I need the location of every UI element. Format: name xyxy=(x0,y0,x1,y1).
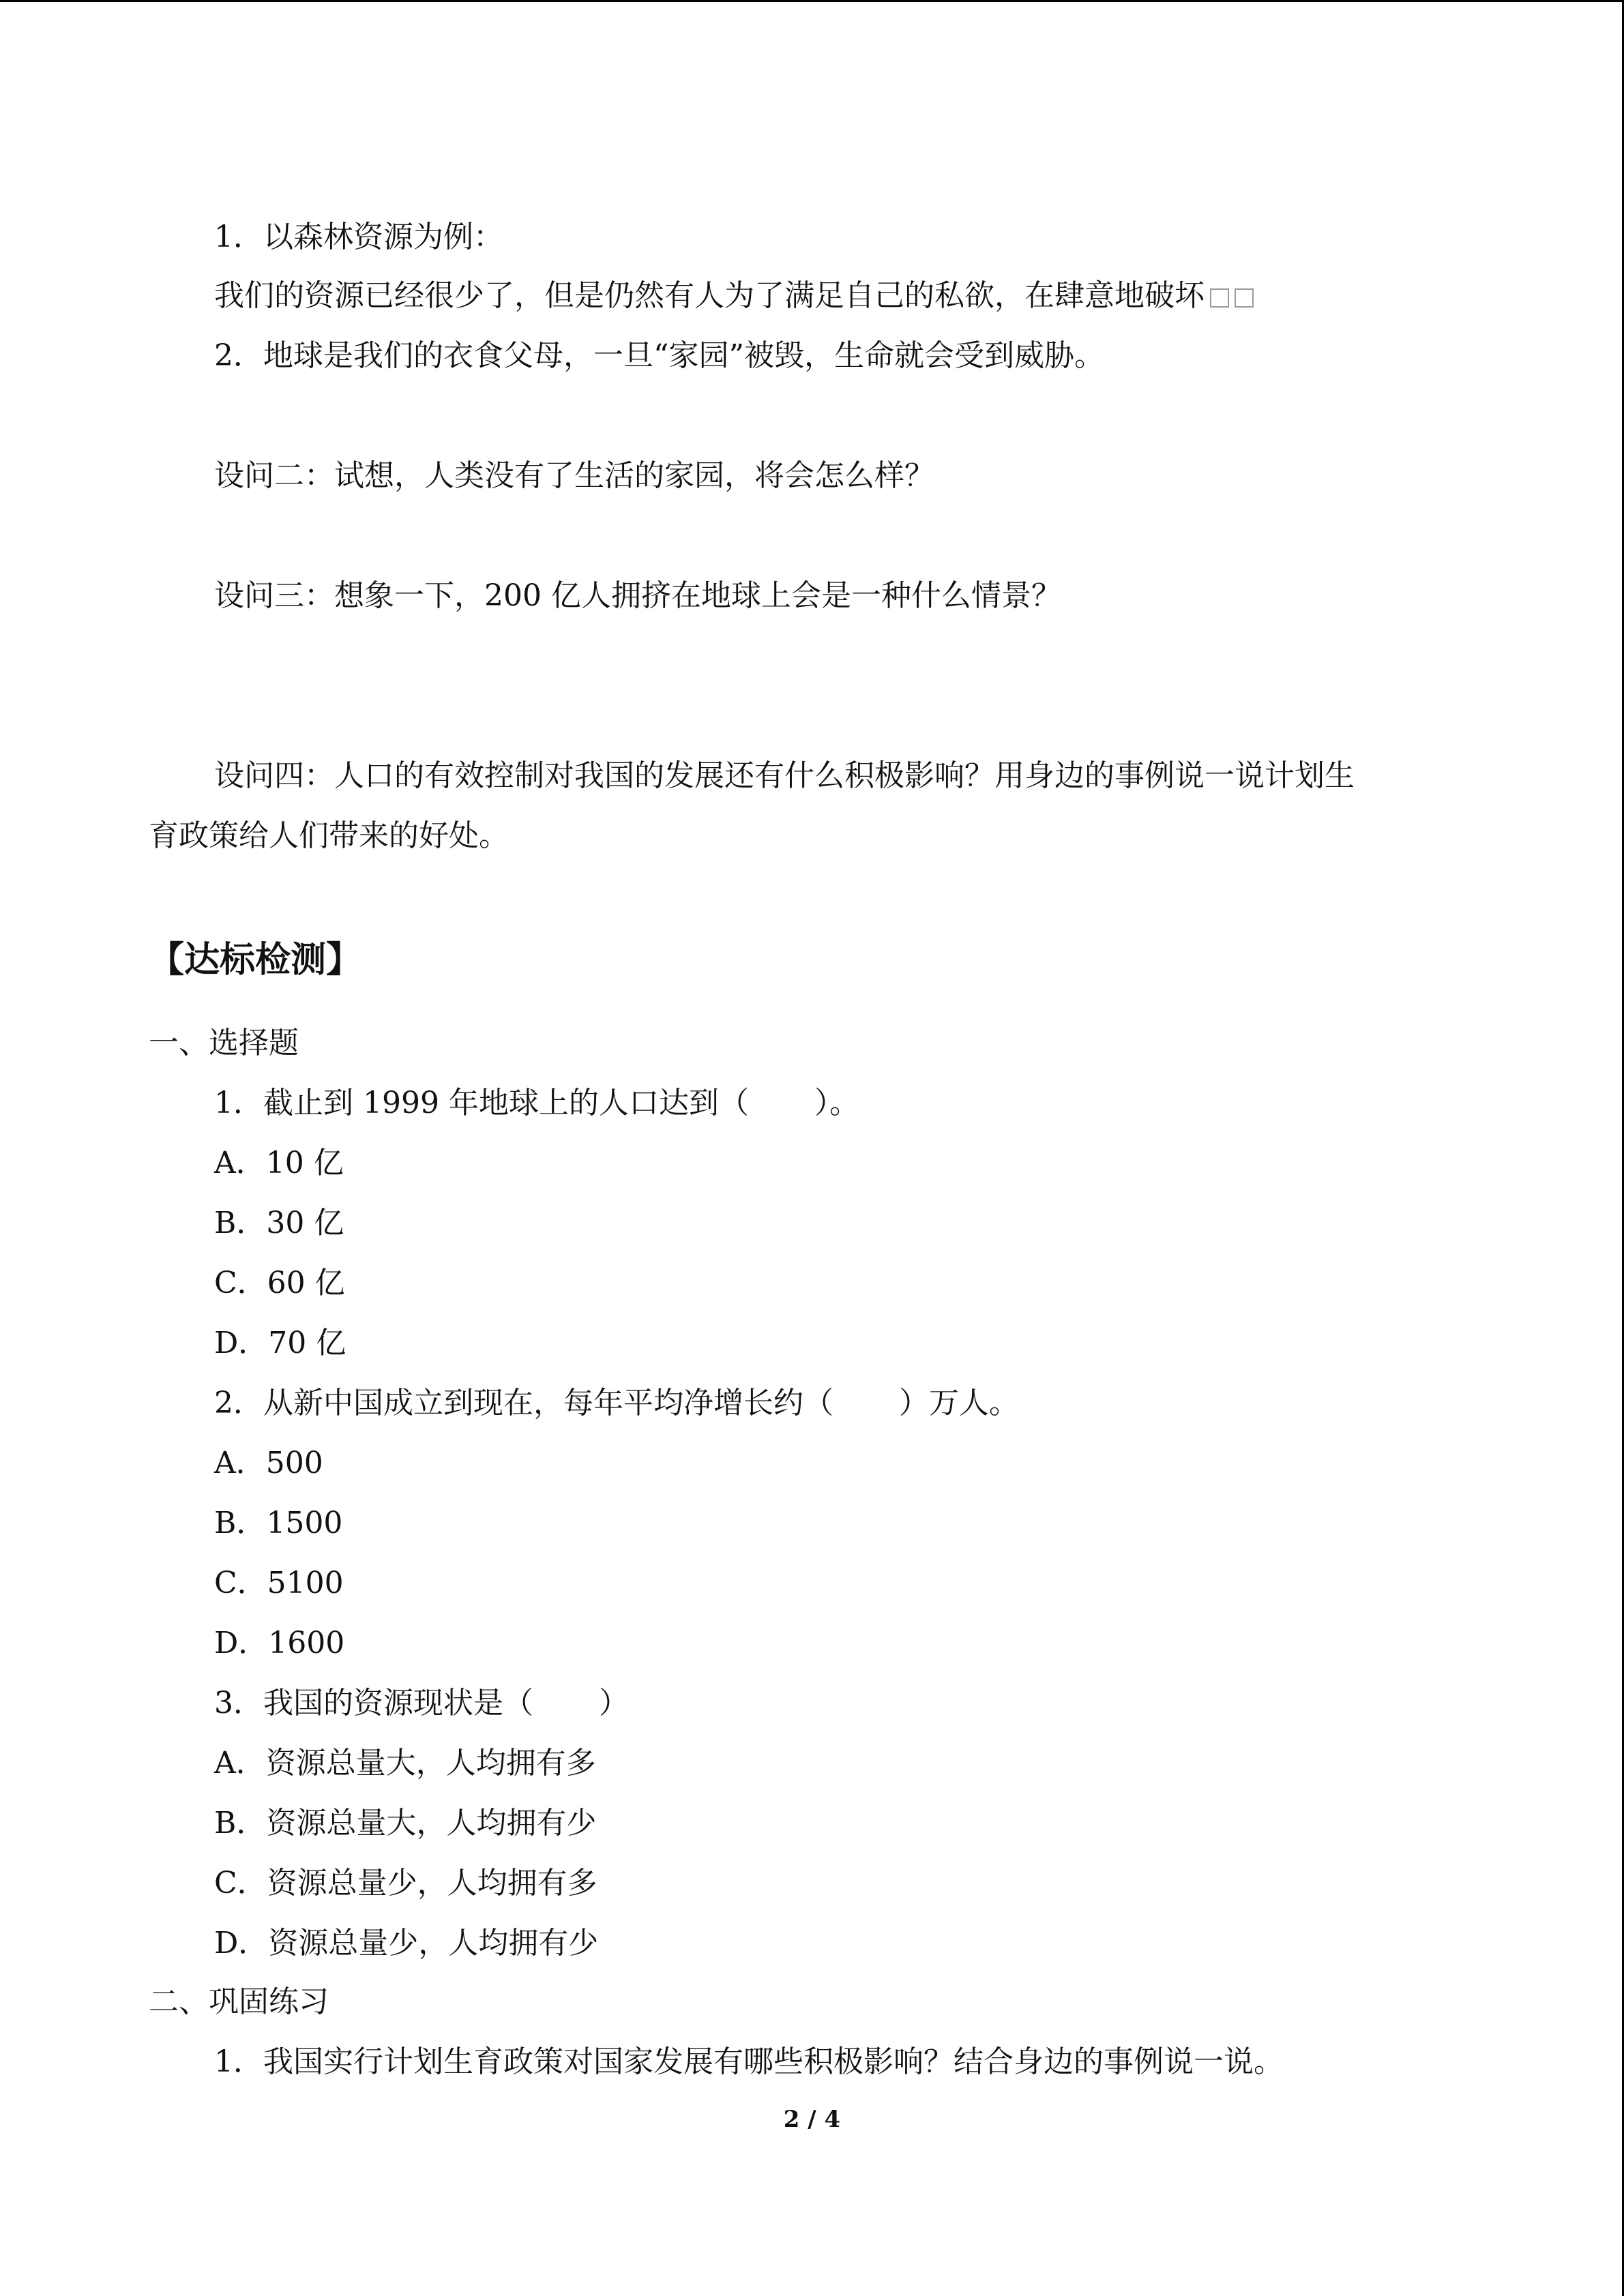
mc-q1-option-c: C．60 亿 xyxy=(214,1266,345,1300)
mc-question-3 xyxy=(214,1683,629,1724)
mc-q3-option-a: A．资源总量大，人均拥有多 xyxy=(214,1746,596,1780)
part1-title: 一、选择题 xyxy=(149,1026,299,1060)
mc-q3-option-c: C．资源总量少，人均拥有多 xyxy=(214,1866,597,1900)
mc-question-2-end: ）万人。 xyxy=(899,1386,1019,1420)
mc-question-1-end: ）。 xyxy=(814,1086,859,1120)
mc-q2-option-d: D．1600 xyxy=(214,1626,345,1660)
mc-q1-option-a: A．10 亿 xyxy=(214,1146,344,1180)
mc-q2-option-a: A．500 xyxy=(214,1446,323,1480)
page-border-top xyxy=(0,0,1624,2)
mc-q3-option-b: B．资源总量大，人均拥有少 xyxy=(214,1806,597,1840)
mc-question-2 xyxy=(214,1383,1019,1424)
intro-line-1: 1．以森林资源为例： xyxy=(214,220,503,254)
section-title: 【达标检测】 xyxy=(149,939,362,981)
mc-q3-option-d: D．资源总量少，人均拥有少 xyxy=(214,1926,599,1960)
missing-glyph-box xyxy=(1235,288,1254,308)
mc-q2-option-c: C．5100 xyxy=(214,1566,344,1600)
page-number: 2 / 4 xyxy=(783,2106,841,2133)
intro-line-2 xyxy=(214,275,1254,316)
practice-question-1: 1．我国实行计划生育政策对国家发展有哪些积极影响？结合身边的事例说一说。 xyxy=(214,2044,1284,2079)
intro-line-2-text: 我们的资源已经很少了，但是仍然有人为了满足自己的私欲，在肆意地破坏 xyxy=(214,278,1205,313)
mc-q1-option-b: B．30 亿 xyxy=(214,1206,344,1240)
question-4-line-2: 育政策给人们带来的好处。 xyxy=(149,818,509,853)
missing-glyph-box xyxy=(1210,288,1229,308)
mc-question-1-stem: 1．截止到 1999 年地球上的人口达到（ xyxy=(214,1086,749,1120)
question-3: 设问三：想象一下，200 亿人拥挤在地球上会是一种什么情景？ xyxy=(214,578,1061,613)
question-4-line-1: 设问四：人口的有效控制对我国的发展还有什么积极影响？用身边的事例说一说计划生 xyxy=(214,758,1355,793)
mc-question-3-end: ） xyxy=(599,1686,629,1720)
part2-title: 二、巩固练习 xyxy=(149,1984,329,2019)
mc-q1-option-d: D．70 亿 xyxy=(214,1326,346,1360)
intro-line-3: 2．地球是我们的衣食父母，一旦“家园”被毁，生命就会受到威胁。 xyxy=(214,338,1104,373)
mc-question-1 xyxy=(214,1083,859,1124)
question-2: 设问二：试想，人类没有了生活的家园，将会怎么样？ xyxy=(214,458,934,493)
mc-question-2-stem: 2．从新中国成立到现在，每年平均净增长约（ xyxy=(214,1386,833,1420)
mc-question-3-stem: 3．我国的资源现状是（ xyxy=(214,1686,533,1720)
mc-q2-option-b: B．1500 xyxy=(214,1506,343,1540)
